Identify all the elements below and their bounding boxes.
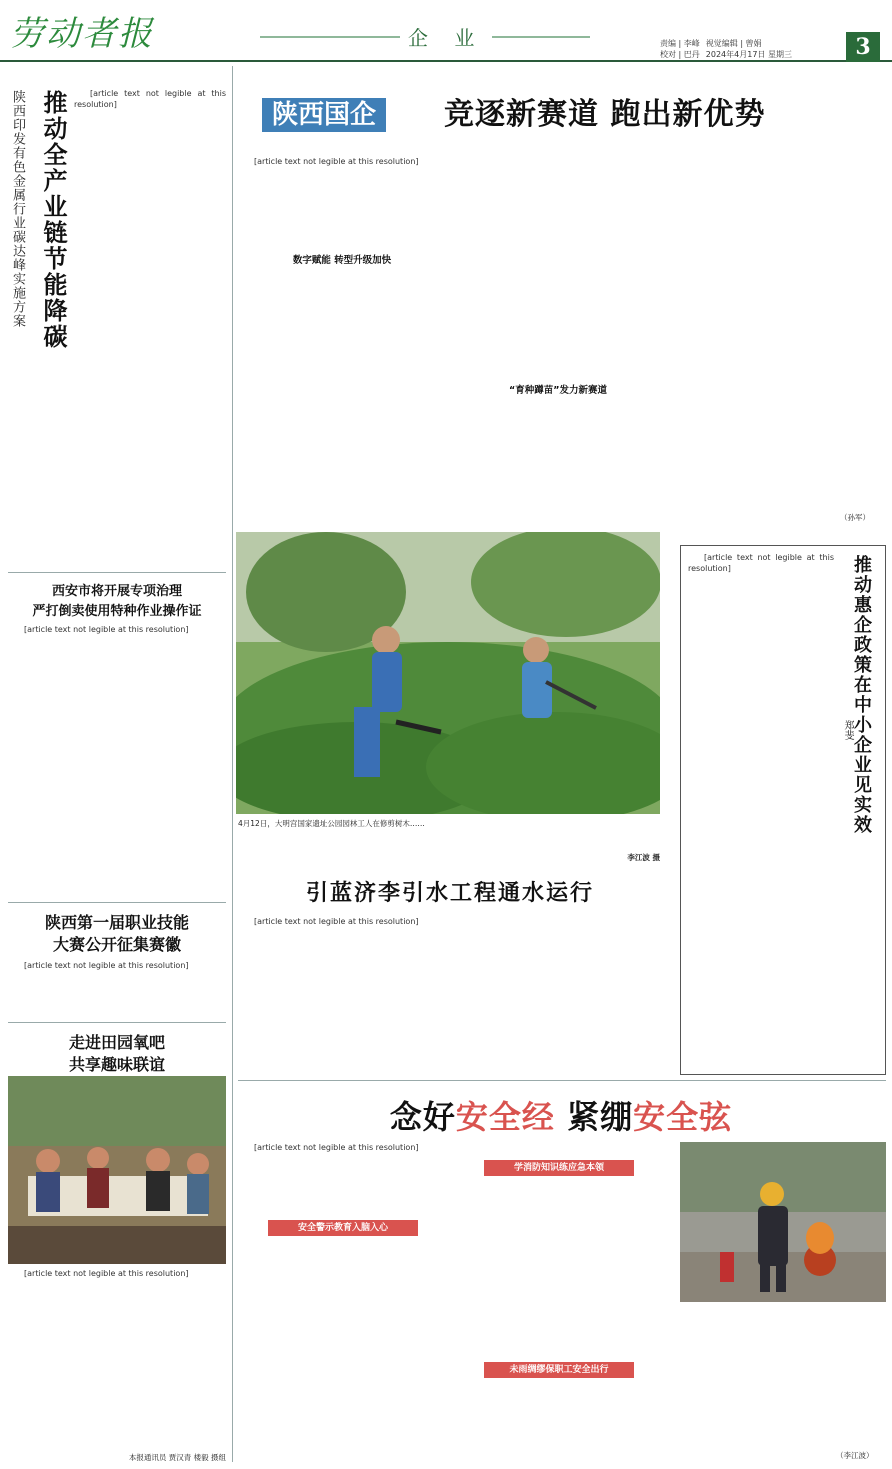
column-divider xyxy=(232,66,233,1462)
gardeners-trimming-photo xyxy=(236,532,660,814)
safety-title-red2: 安全弦 xyxy=(633,1098,733,1136)
main-photo-credit: 李江波 摄 xyxy=(627,853,660,862)
editor-credit: 责编 | 李峰 xyxy=(660,39,700,48)
water-story-col1: [article text not legible at this resolution] xyxy=(254,917,419,926)
left-story3-title-2: 大赛公开征集赛徽 xyxy=(52,935,181,954)
left-story2-title-1: 西安市将开展专项治理 xyxy=(51,584,182,599)
proofreader-credit: 校对 | 巴丹 xyxy=(660,50,700,59)
safety-col1: [article text not legible at this resolution] xyxy=(254,1143,419,1152)
commentary-body: [article text not legible at this resolution] xyxy=(688,553,834,574)
safety-title xyxy=(236,1092,886,1138)
left-story3-title-1: 陕西第一届职业技能 xyxy=(44,913,189,932)
left-story1-body: [article text not legible at this resolution] xyxy=(74,89,226,110)
newspaper-logo: 劳动者报 xyxy=(10,14,154,54)
commentary-author: 郑斐 xyxy=(842,720,853,740)
firefighter-drill-photo xyxy=(680,1142,886,1302)
divider xyxy=(8,1022,226,1023)
safety-pill-1: 安全警示教育入脑入心 xyxy=(268,1220,418,1236)
main-banner xyxy=(262,96,888,136)
safety-col2 xyxy=(454,1180,662,1360)
issue-date: 2024年4月17日 星期三 xyxy=(705,50,792,59)
main-story-col2 xyxy=(454,156,662,368)
banner-tag: 陕西国企 xyxy=(262,98,386,132)
masthead xyxy=(0,0,892,62)
left-story4-title-1: 走进田园氧吧 xyxy=(68,1033,165,1052)
safety-pill-2: 学消防知识练应急本领 xyxy=(484,1160,634,1176)
divider xyxy=(238,1080,886,1081)
section-title: 企 业 xyxy=(400,22,492,51)
left-story2-title-2: 严打倒卖使用特种作业操作证 xyxy=(32,604,202,619)
dining-gathering-photo xyxy=(8,1076,226,1264)
safety-title-part1: 念好 xyxy=(389,1098,456,1136)
left-story3-body: [article text not legible at this resolution] xyxy=(24,961,189,970)
left-story4-body: [article text not legible at this resolution] xyxy=(24,1269,189,1278)
banner-title: 竞逐新赛道 跑出新优势 xyxy=(444,97,766,132)
safety-col2-cont xyxy=(454,1382,662,1462)
visual-editor-credit: 视觉编辑 | 曾娟 xyxy=(705,39,762,48)
safety-col1-cont xyxy=(238,1240,446,1460)
left-story4-credit: 本报通讯员 贾汉青 楼毅 摄组 xyxy=(128,1453,226,1462)
water-story-title: 引蓝济李引水工程通水运行 xyxy=(305,880,594,906)
divider xyxy=(8,902,226,903)
main-subhead-2: “育种蹲苗”发力新赛道 xyxy=(509,385,607,396)
main-story-col3 xyxy=(670,156,884,512)
page-meta xyxy=(660,38,798,60)
left-story2-body: [article text not legible at this resolution] xyxy=(24,625,189,634)
safety-signoff: （李江波） xyxy=(836,1451,874,1460)
main-story-col2-cont xyxy=(454,400,662,524)
water-story-col2 xyxy=(454,916,662,1028)
main-photo-caption: 4月12日，大明宫国家遗址公园园林工人在修剪树木…… xyxy=(238,819,425,828)
left-headline: 推动全产业链节能降碳 xyxy=(39,90,68,350)
main-story-col1: [article text not legible at this resolution] xyxy=(254,157,419,166)
main-story-signoff: （孙军） xyxy=(840,513,870,522)
divider xyxy=(8,572,226,573)
main-subhead-1: 数字赋能 转型升级加快 xyxy=(292,255,392,266)
left-story4-title-2: 共享趣味联谊 xyxy=(68,1055,165,1074)
safety-pill-3: 未雨绸缪保职工安全出行 xyxy=(484,1362,634,1378)
page-number: 3 xyxy=(846,32,880,62)
left-subhead: 陕西印发有色金属行业碳达峰实施方案 xyxy=(10,90,25,328)
main-story-col1-cont xyxy=(238,270,446,524)
commentary-headline: 推动惠企政策在中小企业见实效 xyxy=(851,555,872,835)
safety-title-part2: 紧绷 xyxy=(554,1098,634,1136)
safety-col2-top xyxy=(454,1142,662,1158)
left-story1-body-cont xyxy=(8,408,226,570)
safety-title-red1: 安全经 xyxy=(455,1098,555,1136)
safety-col3 xyxy=(680,1306,886,1446)
